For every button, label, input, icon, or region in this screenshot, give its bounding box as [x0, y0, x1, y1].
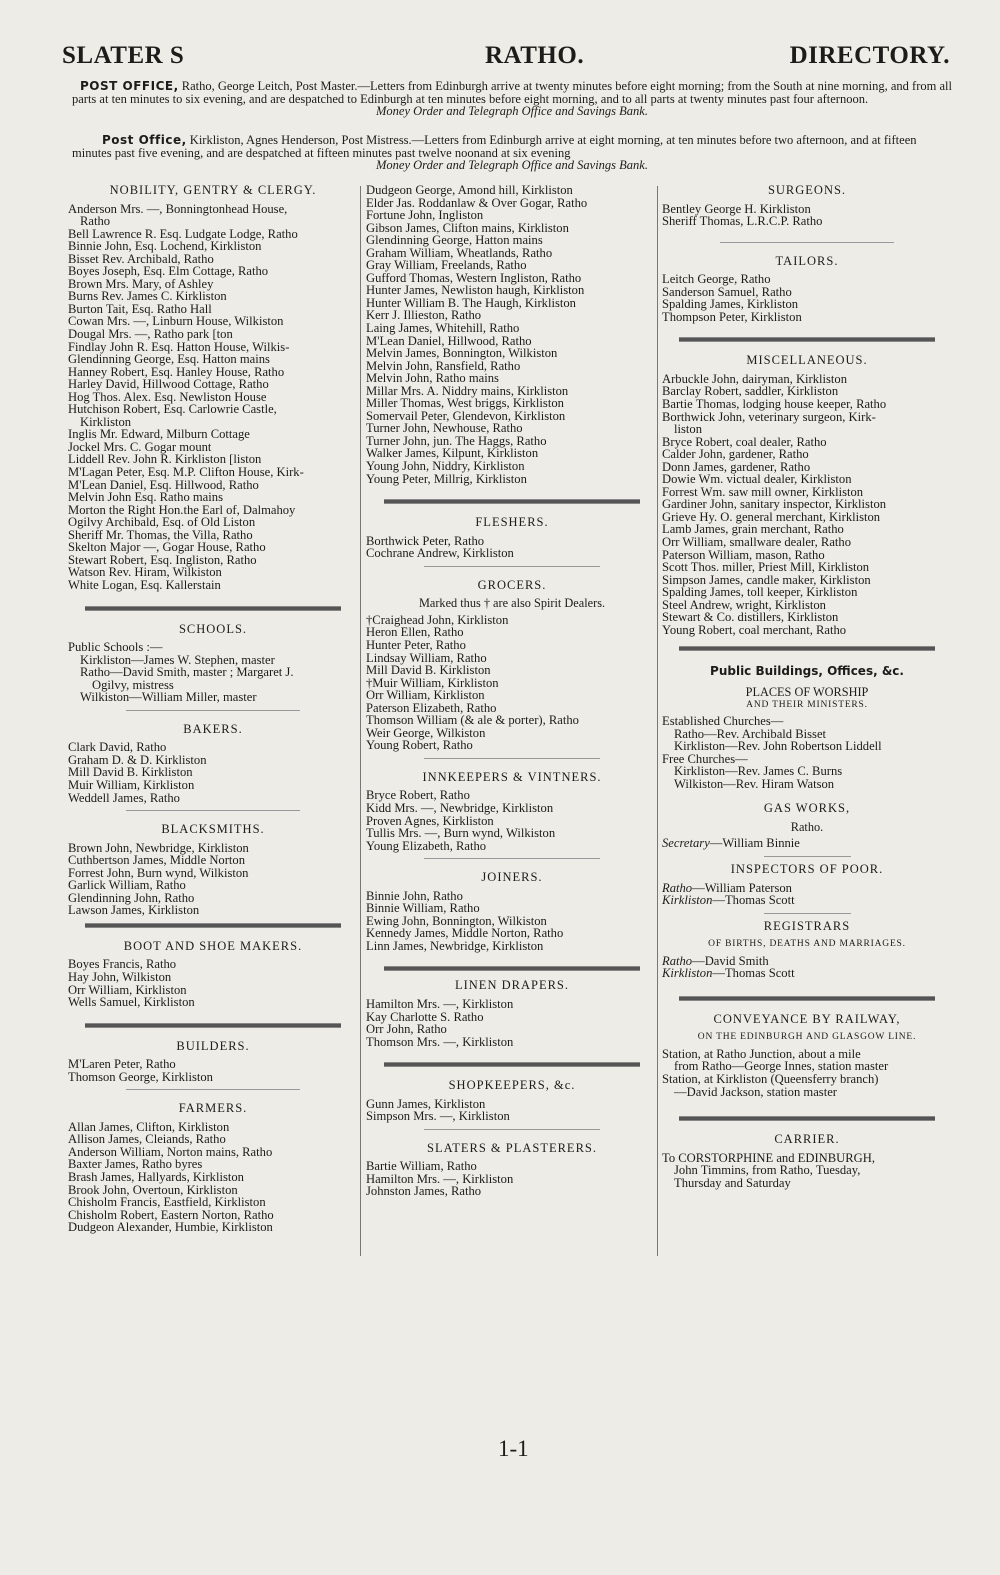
section-head-shopkeepers: SHOPKEEPERS, &c. [448, 1078, 576, 1093]
list-item: Sanderson Samuel, Ratho [662, 284, 792, 299]
section-rule [679, 996, 934, 1001]
registrar-name: —Thomas Scott [712, 966, 795, 981]
list-item: Wells Samuel, Kirkliston [68, 995, 195, 1010]
poor-place: Kirkliston [662, 893, 713, 908]
list-item: Baxter James, Ratho byres [68, 1157, 203, 1172]
list-item: Kirkliston—Rev. James C. Burns [674, 764, 843, 779]
list-item: Graham D. & D. Kirkliston [68, 752, 207, 767]
list-item: Barclay Robert, saddler, Kirkliston [662, 384, 839, 399]
list-item: M'Lean Daniel, Hillwood, Ratho [366, 333, 532, 348]
list-item: Kennedy James, Middle Norton, Ratho [366, 926, 564, 941]
list-item: Ratho—Rev. Archibald Bisset [674, 726, 827, 741]
list-item: Calder John, gardener, Ratho [662, 447, 809, 462]
gas-secretary: —William Binnie [709, 836, 800, 851]
section-head-innkeepers: INNKEEPERS & VINTNERS. [422, 769, 602, 784]
list-item: Stewart Robert, Esq. Ingliston, Ratho [68, 552, 257, 567]
list-item: —David Jackson, station master [674, 1084, 837, 1099]
section-head-slaters: SLATERS & PLASTERERS. [427, 1140, 597, 1155]
list-carrier [662, 1152, 952, 1190]
section-rule [126, 1089, 300, 1090]
list-item: Melvin John, Ratho mains [366, 371, 499, 386]
list-item: Bryce Robert, coal dealer, Ratho [662, 434, 827, 449]
registrar-name: —David Smith [692, 953, 769, 968]
section-rule [764, 856, 851, 857]
list-bakers [68, 741, 358, 804]
list-item: Ratho—David Smith, master ; Margaret J. [80, 665, 294, 680]
list-joiners [366, 890, 658, 953]
list-item: Arbuckle John, dairyman, Kirkliston [662, 371, 848, 386]
list-item: Orr John, Ratho [366, 1022, 447, 1037]
list-item: Kirkliston—Rev. John Robertson Liddell [674, 739, 882, 754]
list-item: Young Robert, coal merchant, Ratho [662, 622, 847, 637]
list-item: Chisholm Francis, Eastfield, Kirkliston [68, 1195, 266, 1210]
section-rule [126, 810, 300, 811]
list-slaters [366, 1160, 658, 1198]
list-item: To CORSTORPHINE and EDINBURGH, [662, 1150, 875, 1165]
list-item: Chisholm Robert, Eastern Norton, Ratho [68, 1207, 274, 1222]
list-item: Walker James, Kilpunt, Kirkliston [366, 446, 539, 461]
list-item: Burns Rev. James C. Kirkliston [68, 289, 227, 304]
list-item: Spalding James, Kirkliston [662, 297, 799, 312]
list-item: Bartie Thomas, lodging house keeper, Ratho [662, 397, 887, 412]
list-item: Melvin John Esq. Ratho mains [68, 490, 223, 505]
list-item: from Ratho—George Innes, station master [674, 1059, 889, 1074]
list-item: Graham William, Wheatlands, Ratho [366, 245, 553, 260]
list-fleshers [366, 535, 658, 560]
list-grocers [366, 614, 658, 752]
list-item: Millar Mrs. A. Niddry mains, Kirkliston [366, 383, 569, 398]
section-head-misc: MISCELLANEOUS. [746, 353, 868, 368]
section-rule [424, 566, 599, 567]
list-item: Weir George, Wilkiston [366, 725, 486, 740]
list-item: Station, at Kirkliston (Queensferry branch) [662, 1071, 879, 1086]
list-item: liston [674, 422, 702, 437]
list-item: Anderson Mrs. —, Bonningtonhead House, [68, 201, 288, 216]
list-item: Leitch George, Ratho [662, 272, 771, 287]
list-item: Lamb James, grain merchant, Ratho [662, 522, 844, 537]
list-item: Kerr J. Illieston, Ratho [366, 308, 482, 323]
list-item: Gunn James, Kirkliston [366, 1096, 486, 1111]
list-item: Orr William, smallware dealer, Ratho [662, 535, 851, 550]
list-item: Lindsay William, Ratho [366, 650, 487, 665]
page-number: 1-1 [498, 1436, 529, 1461]
list-item: Johnston James, Ratho [366, 1184, 482, 1199]
list-item: Binnie John, Ratho [366, 888, 463, 903]
list-item: Morton the Right Hon.the Earl of, Dalmahoy [68, 502, 296, 517]
list-item: Kirkliston [80, 414, 132, 429]
list-item: Bryce Robert, Ratho [366, 788, 470, 803]
section-head-public-buildings: Public Buildings, Offices, &c. [710, 664, 904, 679]
list-item: Donn James, gardener, Ratho [662, 459, 811, 474]
list-item: Watson Rev. Hiram, Wilkiston [68, 565, 222, 580]
header-right: DIRECTORY. [789, 42, 950, 69]
list-item: Bisset Rev. Archibald, Ratho [68, 251, 214, 266]
section-head-fleshers: FLESHERS. [475, 515, 549, 530]
list-item: Young Elizabeth, Ratho [366, 838, 487, 853]
list-item: M'Laren Peter, Ratho [68, 1057, 176, 1072]
list-item: Anderson William, Norton mains, Ratho [68, 1144, 273, 1159]
list-item: Glendinning George, Hatton mains [366, 233, 543, 248]
list-item: Kay Charlotte S. Ratho [366, 1009, 484, 1024]
list-item: Burton Tait, Esq. Ratho Hall [68, 301, 212, 316]
section-rule [679, 337, 934, 342]
list-item: Weddell James, Ratho [68, 790, 180, 805]
list-item: Young Peter, Millrig, Kirkliston [366, 471, 527, 486]
list-item: Bartie William, Ratho [366, 1159, 477, 1174]
list-item: Established Churches— [662, 714, 784, 729]
post-office-kirkliston [72, 134, 952, 172]
list-item: Inglis Mr. Edward, Milburn Cottage [68, 427, 250, 442]
list-item: Turner John, jun. The Haggs, Ratho [366, 433, 547, 448]
list-item: Lawson James, Kirkliston [68, 903, 200, 918]
list-item: Hog Thos. Alex. Esq. Newliston House [68, 389, 267, 404]
list-item: John Timmins, from Ratho, Tuesday, [674, 1163, 861, 1178]
list-farmers-continued [366, 184, 658, 485]
gas-place: Ratho. [790, 819, 824, 834]
registrars-head: REGISTRARS [763, 918, 851, 933]
list-item: Simpson James, candle maker, Kirkliston [662, 572, 871, 587]
list-item: Station, at Ratho Junction, about a mile [662, 1046, 861, 1061]
list-item: Glendinning John, Ratho [68, 890, 195, 905]
section-rule [85, 1023, 340, 1028]
section-head-builders: BUILDERS. [176, 1038, 250, 1053]
list-item: Glendinning George, Esq. Hatton mains [68, 352, 270, 367]
list-item: Simpson Mrs. —, Kirkliston [366, 1109, 510, 1124]
list-item: Paterson William, mason, Ratho [662, 547, 825, 562]
list-item: Somervail Peter, Glendevon, Kirkliston [366, 408, 566, 423]
list-item: Kidd Mrs. —, Newbridge, Kirkliston [366, 800, 554, 815]
list-item: Boyes Joseph, Esq. Elm Cottage, Ratho [68, 264, 269, 279]
list-item: Bell Lawrence R. Esq. Ludgate Lodge, Ratho [68, 226, 298, 241]
list-item: Young John, Niddry, Kirkliston [366, 459, 525, 474]
header-center: RATHO. [485, 42, 585, 69]
list-item: Allan James, Clifton, Kirkliston [68, 1119, 230, 1134]
list-item: Thomson William (& ale & porter), Ratho [366, 713, 579, 728]
section-rule [384, 966, 641, 971]
section-head-grocers: GROCERS. [477, 577, 547, 592]
list-item: Dudgeon George, Amond hill, Kirkliston [366, 183, 573, 197]
carrier-head: CARRIER. [774, 1132, 840, 1147]
list-item: Muir William, Kirkliston [68, 777, 195, 792]
list-surgeons [662, 203, 952, 228]
section-head-surgeons: SURGEONS. [767, 183, 847, 197]
list-item: Borthwick Peter, Ratho [366, 533, 485, 548]
column-divider-1 [360, 186, 361, 1256]
gas-head: GAS WORKS, [763, 801, 851, 816]
section-rule [384, 1062, 641, 1067]
list-item: Gufford Thomas, Western Ingliston, Ratho [366, 270, 582, 285]
list-item: Miller Thomas, West briggs, Kirkliston [366, 396, 564, 411]
list-tailors [662, 273, 952, 323]
list-item: Melvin James, Bonnington, Wilkiston [366, 346, 558, 361]
list-item: Forrest John, Burn wynd, Wilkiston [68, 865, 249, 880]
list-nobility [68, 203, 358, 592]
list-item: Skelton Major —, Gogar House, Ratho [68, 540, 266, 555]
list-item: Hunter William B. The Haugh, Kirkliston [366, 295, 576, 310]
section-head-blacksmiths: BLACKSMITHS. [161, 822, 265, 837]
section-rule [424, 858, 599, 859]
list-item: Steel Andrew, wright, Kirkliston [662, 597, 826, 612]
list-item: Elder Jas. Roddanlaw & Over Gogar, Ratho [366, 195, 588, 210]
list-item: Orr William, Kirkliston [366, 688, 485, 703]
list-item: Ogilvy, mistress [92, 677, 174, 692]
list-item: White Logan, Esq. Kallerstain [68, 577, 221, 592]
section-head-linen: LINEN DRAPERS. [454, 978, 569, 993]
worship-sub: AND THEIR MINISTERS. [746, 699, 868, 710]
list-item: Allison James, Cleiands, Ratho [68, 1132, 226, 1147]
list-item: Fortune John, Ingliston [366, 208, 484, 223]
column-2 [366, 184, 658, 1198]
poor-name: —William Paterson [692, 880, 792, 895]
list-item: Hutchison Robert, Esq. Carlowrie Castle, [68, 402, 277, 417]
list-linen [366, 998, 658, 1048]
post-office2-text: Kirkliston, Agnes Henderson, Post Mistress.—Letters from Edinburgh arrive at eight morning, at ten minutes before two afternoon, and at fifteen minutes past five evening, and are despatched at fifteen minutes past twelve noonand at six evening [72, 133, 917, 160]
railway-head: CONVEYANCE BY RAILWAY, [713, 1011, 901, 1026]
list-item: Borthwick John, veterinary surgeon, Kirk- [662, 409, 876, 424]
list-item: Ewing John, Bonnington, Wilkiston [366, 913, 547, 928]
section-head-schools: SCHOOLS. [178, 621, 248, 636]
section-head-tailors: TAILORS. [775, 253, 839, 268]
list-item: Ogilvy Archibald, Esq. of Old Liston [68, 515, 256, 530]
list-railway [662, 1048, 952, 1098]
list-item: Cowan Mrs. —, Linburn House, Wilkiston [68, 314, 284, 329]
list-item: M'Lagan Peter, Esq. M.P. Clifton House, Kirk- [68, 465, 304, 480]
section-head-bakers: BAKERS. [183, 721, 243, 736]
section-rule [85, 923, 340, 928]
post-office-note: Money Order and Telegraph Office and Savings Bank. [376, 104, 648, 118]
post-office-ratho [72, 80, 952, 118]
section-rule [720, 242, 894, 243]
list-item: Hamilton Mrs. —, Kirkliston [366, 1171, 514, 1186]
list-shopkeepers [366, 1098, 658, 1123]
list-item: Hunter James, Newliston haugh, Kirkliston [366, 283, 585, 298]
post-office-lead: POST OFFICE, [80, 79, 179, 93]
gas-secretary-label: Secretary [662, 836, 710, 851]
grocers-note: Marked thus † are also Spirit Dealers. [418, 596, 606, 611]
list-item: Liddell Rev. John R. Kirkliston [liston [68, 452, 262, 467]
list-item: Brash James, Hallyards, Kirkliston [68, 1170, 244, 1184]
list-item: Orr William, Kirkliston [68, 982, 187, 997]
list-item: Mill David B. Kirkliston [366, 663, 491, 678]
list-boot [68, 958, 358, 1008]
column-1 [68, 184, 358, 1234]
list-item: Free Churches— [662, 751, 748, 766]
list-item: Gibson James, Clifton mains, Kirkliston [366, 220, 569, 235]
list-farmers [68, 1121, 358, 1234]
section-head-boot: BOOT AND SHOE MAKERS. [123, 938, 303, 953]
list-item: Boyes Francis, Ratho [68, 957, 177, 972]
list-item: Hay John, Wilkiston [68, 969, 172, 984]
list-item: Binnie William, Ratho [366, 901, 480, 916]
list-item: Laing James, Whitehill, Ratho [366, 321, 520, 336]
list-item: Cochrane Andrew, Kirkliston [366, 546, 514, 561]
list-item: Thomson George, Kirkliston [68, 1069, 213, 1084]
list-item: Thompson Peter, Kirkliston [662, 309, 802, 324]
list-item: Sheriff Thomas, L.R.C.P. Ratho [662, 214, 823, 229]
list-item: Brown John, Newbridge, Kirkliston [68, 840, 249, 855]
list-item: Dougal Mrs. —, Ratho park [ton [68, 327, 233, 342]
list-item: Garlick William, Ratho [68, 878, 186, 893]
list-item: Gray William, Freelands, Ratho [366, 258, 527, 273]
list-item: Thursday and Saturday [674, 1175, 791, 1190]
list-item: Jockel Mrs. C. Gogar mount [68, 439, 212, 454]
list-innkeepers [366, 789, 658, 852]
list-item: Bentley George H. Kirkliston [662, 201, 811, 216]
section-rule [424, 758, 599, 759]
list-item: Hanney Robert, Esq. Hanley House, Ratho [68, 364, 285, 379]
section-head-nobility: NOBILITY, GENTRY & CLERGY. [109, 183, 317, 197]
list-item: Wilkiston—William Miller, master [80, 690, 257, 705]
list-item: M'Lean Daniel, Esq. Hillwood, Ratho [68, 477, 259, 492]
list-item: Grieve Hy. O. general merchant, Kirkliston [662, 509, 881, 524]
list-item: Forrest Wm. saw mill owner, Kirkliston [662, 484, 864, 499]
list-item: †Craighead John, Kirkliston [366, 612, 509, 627]
registrar-place: Kirkliston [662, 966, 713, 981]
section-head-farmers: FARMERS. [178, 1101, 248, 1116]
list-item: Spalding James, toll keeper, Kirkliston [662, 585, 858, 600]
list-item: Dudgeon Alexander, Humbie, Kirkliston [68, 1220, 273, 1235]
poor-head: INSPECTORS OF POOR. [730, 861, 884, 876]
list-item: Binnie John, Esq. Lochend, Kirkliston [68, 239, 262, 254]
railway-sub: ON THE EDINBURGH AND GLASGOW LINE. [697, 1032, 917, 1043]
header-left: SLATER S [62, 42, 185, 69]
section-head-joiners: JOINERS. [481, 870, 543, 885]
list-item: Linn James, Newbridge, Kirkliston [366, 938, 544, 953]
poor-place: Ratho [662, 880, 693, 895]
list-item: Thomson Mrs. —, Kirkliston [366, 1034, 514, 1049]
list-item: Kirkliston—James W. Stephen, master [80, 652, 275, 667]
poor-name: —Thomas Scott [712, 893, 795, 908]
list-blacksmiths [68, 842, 358, 917]
list-item: Paterson Elizabeth, Ratho [366, 700, 497, 715]
list-item: Stewart & Co. distillers, Kirkliston [662, 610, 839, 625]
list-item: Brown Mrs. Mary, of Ashley [68, 276, 214, 291]
list-schools [68, 641, 358, 704]
list-miscellaneous [662, 373, 952, 636]
list-item: Scott Thos. miller, Priest Mill, Kirkliston [662, 560, 870, 575]
list-item: Dowie Wm. victual dealer, Kirkliston [662, 472, 852, 487]
post-office2-note: Money Order and Telegraph Office and Savings Bank. [376, 158, 648, 172]
worship-head: PLACES OF WORSHIP [745, 684, 869, 699]
section-rule [85, 606, 340, 611]
list-item: Public Schools :— [68, 640, 163, 655]
post-office-text: Ratho, George Leitch, Post Master.—Letters from Edinburgh arrive at twenty minutes before eight morning; from the South at nine morning, and from all parts at ten minutes to six evening, and are despatched to Edinburgh at ten minutes before eight morning, and to all parts at twenty minutes past four afternoon. [72, 79, 952, 106]
list-item: Young Robert, Ratho [366, 738, 473, 753]
list-item: Clark David, Ratho [68, 740, 167, 755]
list-item: Sheriff Mr. Thomas, the Villa, Ratho [68, 527, 253, 542]
list-item: †Muir William, Kirkliston [366, 675, 499, 690]
list-item: Melvin John, Ransfield, Ratho [366, 358, 521, 373]
section-rule [384, 499, 641, 504]
list-item: Wilkiston—Rev. Hiram Watson [674, 776, 835, 791]
post-office2-lead: Post Office, [102, 133, 187, 147]
list-item: Heron Ellen, Ratho [366, 625, 464, 640]
list-item: Brook John, Overtoun, Kirkliston [68, 1182, 238, 1197]
list-item: Tullis Mrs. —, Burn wynd, Wilkiston [366, 826, 556, 841]
section-rule [764, 913, 851, 914]
list-item: Hunter Peter, Ratho [366, 637, 466, 652]
section-rule [679, 1116, 934, 1121]
registrars-sub: OF BIRTHS, DEATHS AND MARRIAGES. [708, 939, 906, 950]
registrar-place: Ratho [662, 953, 693, 968]
list-item: Mill David B. Kirkliston [68, 765, 193, 780]
list-item: Proven Agnes, Kirkliston [366, 813, 494, 828]
section-rule [679, 646, 934, 651]
page-header [62, 42, 950, 74]
list-builders [68, 1058, 358, 1083]
section-rule [424, 1129, 599, 1130]
list-item: Ratho [80, 214, 111, 229]
column-3 [662, 184, 952, 1189]
list-worship [662, 715, 952, 790]
list-item: Harley David, Hillwood Cottage, Ratho [68, 377, 269, 392]
section-rule [126, 710, 300, 711]
list-item: Turner John, Newhouse, Ratho [366, 421, 523, 436]
list-item: Gardiner John, sanitary inspector, Kirkliston [662, 497, 887, 512]
list-item: Findlay John R. Esq. Hatton House, Wilkis- [68, 339, 290, 354]
list-item: Hamilton Mrs. —, Kirkliston [366, 996, 514, 1011]
list-item: Cuthbertson James, Middle Norton [68, 853, 245, 868]
